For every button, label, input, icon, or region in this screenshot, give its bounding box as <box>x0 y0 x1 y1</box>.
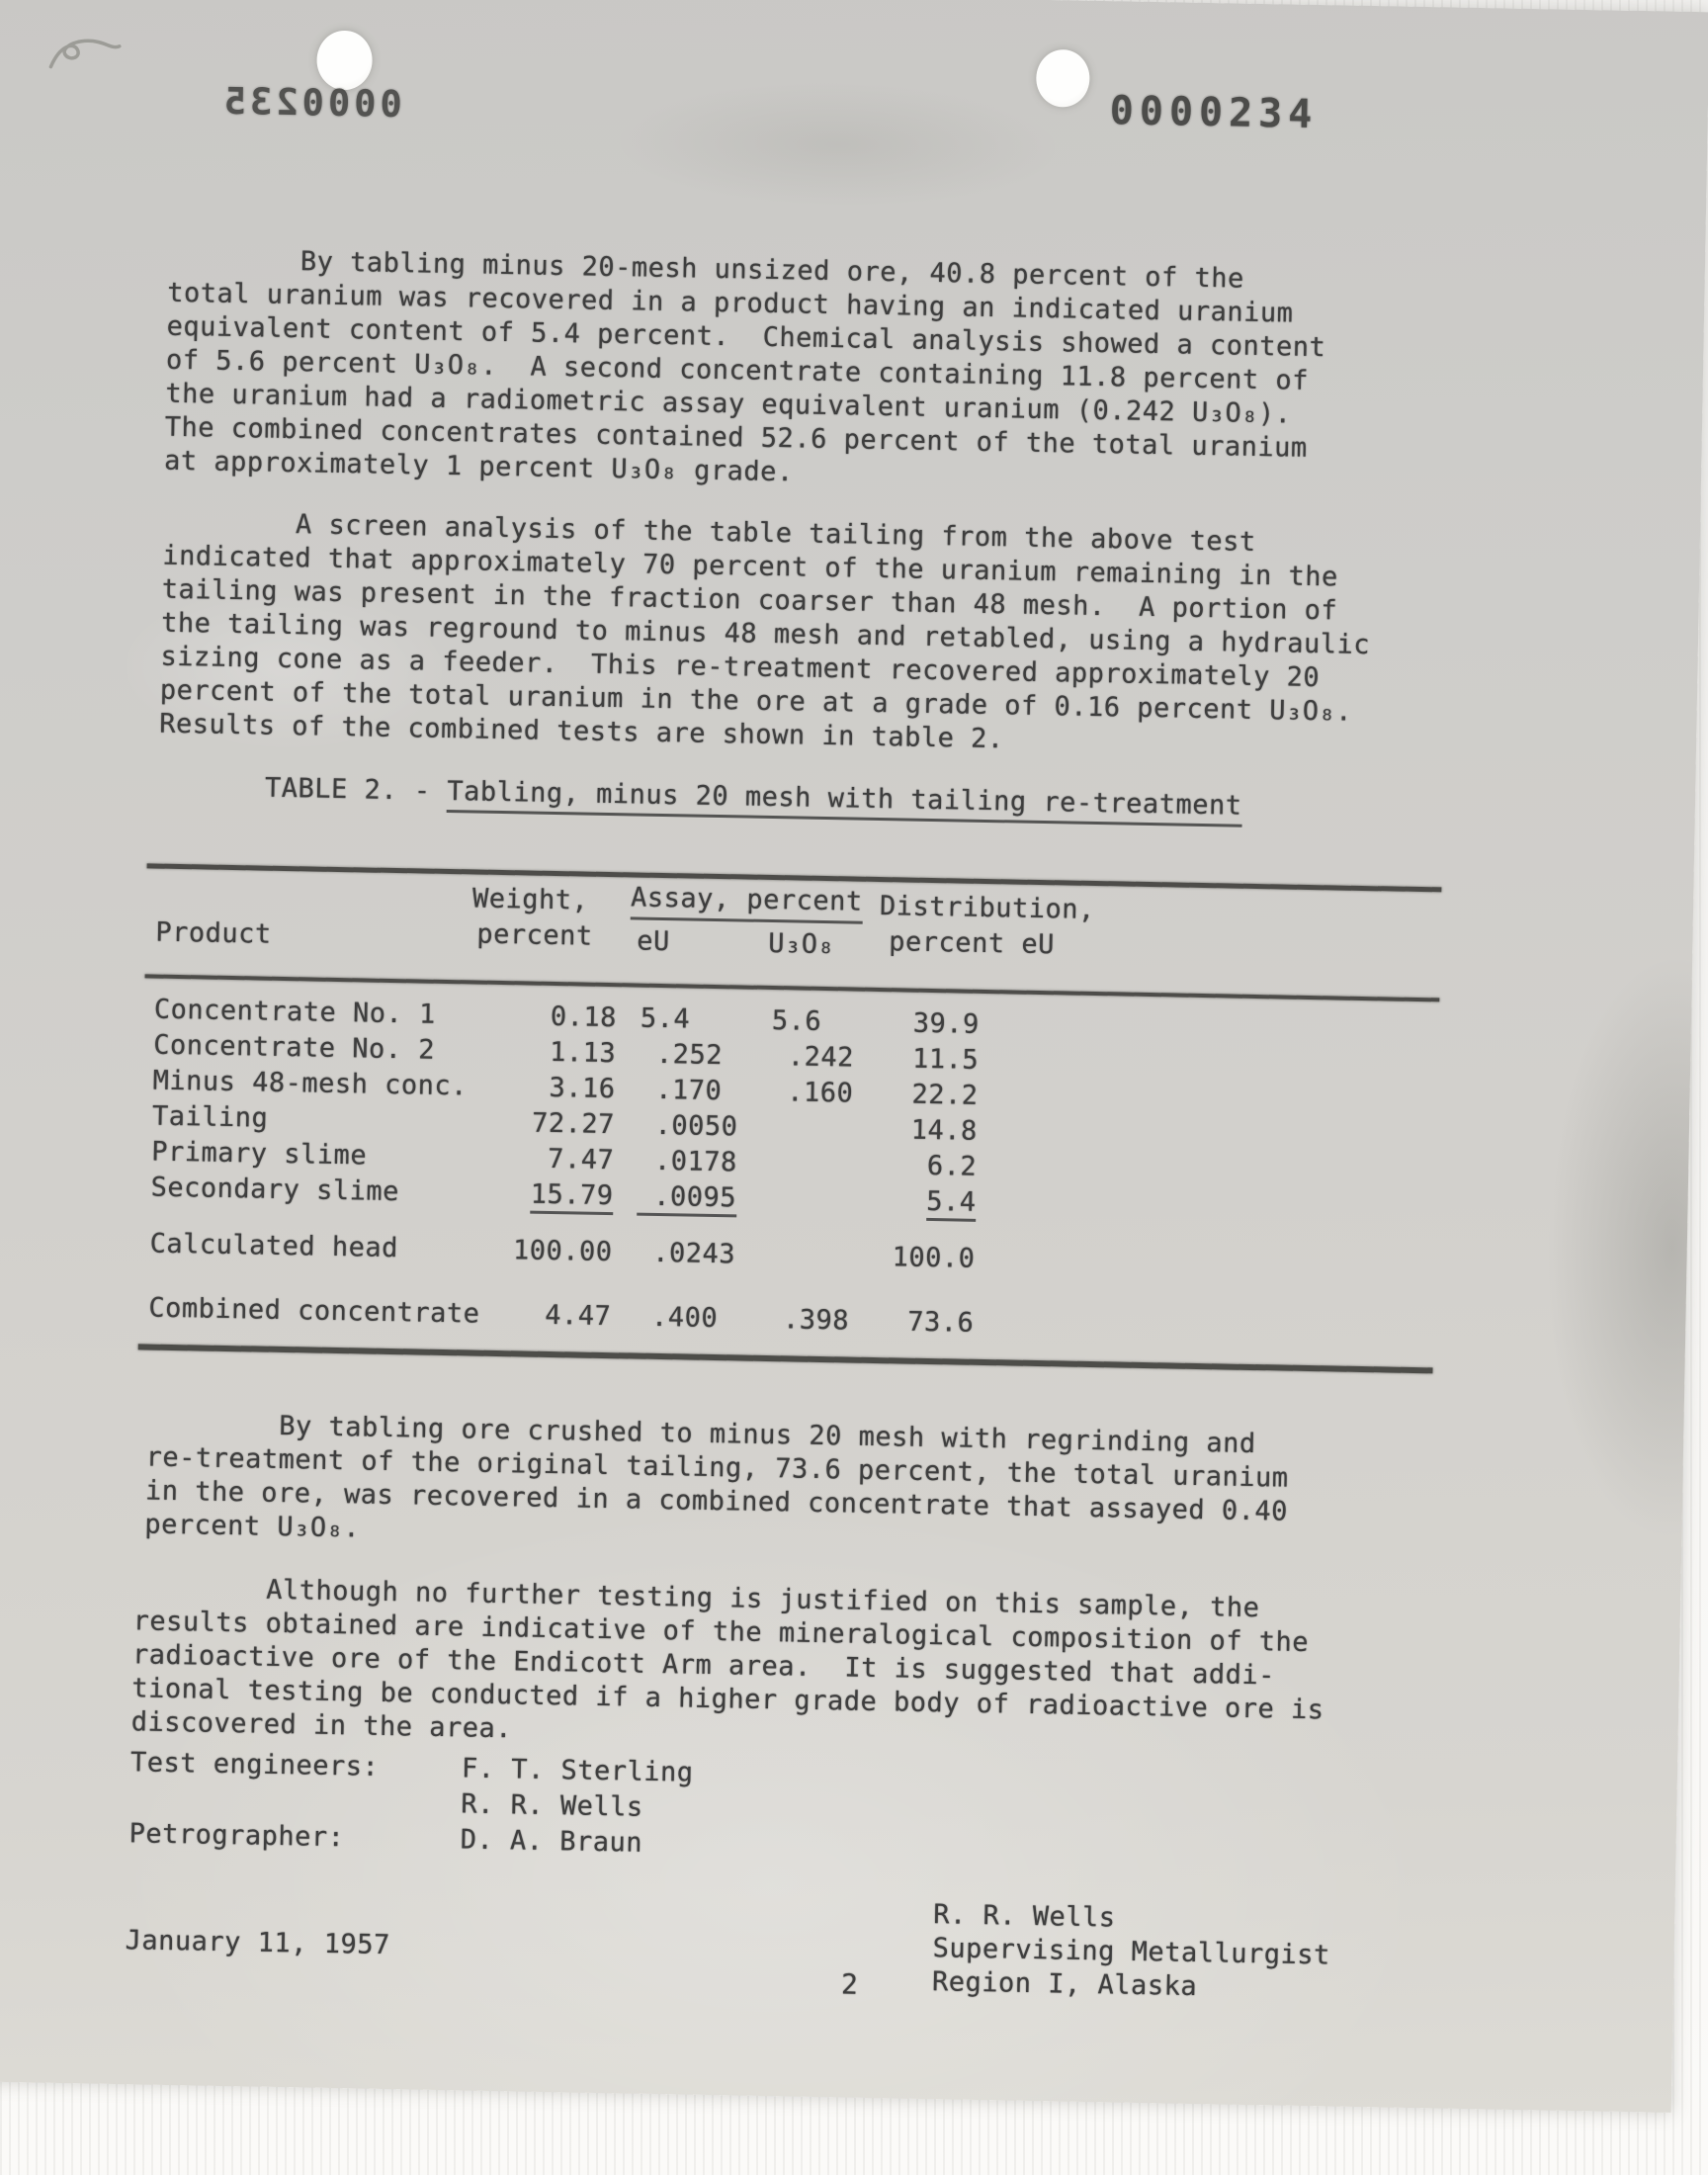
assay-u3o8-cell <box>768 1181 888 1219</box>
product-cell: Tailing <box>151 1100 269 1134</box>
page-stamp: 0000234 <box>1109 88 1319 138</box>
header-distribution-line1: Distribution, <box>879 891 1096 926</box>
assay-eu-cell: .0243 <box>636 1237 736 1270</box>
header-u3o8: U₃O₈ <box>767 927 835 961</box>
assay-eu-cell: 5.4 <box>640 1002 691 1035</box>
weight-cell: 7.47 <box>547 1143 615 1176</box>
assay-eu-cell: .400 <box>635 1301 719 1335</box>
assay-eu-cell: .0178 <box>637 1145 738 1178</box>
product-cell: Primary slime <box>151 1136 368 1172</box>
date-line: January 11, 1957 <box>125 1925 391 1961</box>
assay-u3o8-cell <box>769 1146 889 1183</box>
assay-u3o8-cell <box>767 1238 887 1275</box>
distribution-cell: 14.8 <box>910 1114 979 1147</box>
weight-cell: 0.18 <box>550 1000 618 1034</box>
paragraph-2: A screen analysis of the table tailing from the above test indicated that approximately 70 percent of the uranium remaining in the tailing was present in the fraction coarser than 48 mesh. A portion of the tailing was reground to minus 48 mesh and retabled, using a hydraulic sizing cone as a feeder. This re-treatment recovered approximately 20 percent of the total uranium in the ore at a grade of 0.16 percent U₃O₈. Results of the combined tests are shown in table 2. <box>158 506 1371 755</box>
assay-u3o8-cell: .160 <box>770 1077 854 1109</box>
table-body <box>138 992 1439 1349</box>
distribution-cell: 22.2 <box>911 1079 979 1111</box>
assay-u3o8-cell: .242 <box>770 1041 855 1074</box>
distribution-cell: 5.4 <box>887 1183 977 1221</box>
distribution-cell: 6.2 <box>926 1150 978 1182</box>
pencil-squiggle <box>47 33 126 77</box>
table-rule-bottom <box>138 1344 1433 1373</box>
weight-cell: 4.47 <box>545 1299 612 1333</box>
table-caption <box>265 773 1242 822</box>
weight-cell: 1.13 <box>549 1036 617 1070</box>
paragraph-3: By tabling ore crushed to minus 20 mesh with regrinding and re-treatment of the original tailing, 73.6 percent, the total uranium in the ore, was recovered in a combined concentrate that assayed 0.40 percent U₃O₈. <box>144 1408 1289 1544</box>
weight-cell: 3.16 <box>549 1072 616 1105</box>
header-eu: eU <box>637 925 671 958</box>
weight-cell: 100.00 <box>512 1235 613 1268</box>
product-cell: Minus 48-mesh conc. <box>152 1065 469 1102</box>
assay-eu-cell: .0095 <box>625 1178 769 1217</box>
assay-eu-cell: .0050 <box>638 1109 738 1143</box>
signature-block: R. R. Wells Supervising Metallurgist Region I, Alaska <box>931 1899 1331 2003</box>
header-product: Product <box>155 916 272 950</box>
product-cell: Combined concentrate <box>148 1292 480 1330</box>
punch-hole-right <box>1036 49 1090 108</box>
product-cell: Calculated head <box>149 1228 399 1264</box>
page-number: 2 <box>840 1967 859 2001</box>
paragraph-1: By tabling minus 20-mesh unsized ore, 40.8 percent of the total uranium was recovered in a product having an indicated uranium equivalent content of 5.4 percent. Chemical analysis showed a content of 5.6 percent U₃O₈. A second concentrate containing 11.8 percent of the uranium had a radiometric assay equivalent uranium (0.242 U₃O₈). The combined concentrates contained 52.6 percent of the total uranium at approximately 1 percent U₃O₈ grade. <box>163 243 1326 488</box>
credits-block: Test engineers: F. T. Sterling R. R. Wells Petrographer: D. A. Braun <box>128 1747 694 1859</box>
table-caption-title: Tabling, minus 20 mesh with tailing re-treatment <box>447 776 1242 827</box>
weight-cell: 72.27 <box>531 1107 616 1141</box>
table-row <box>139 1226 1434 1285</box>
header-distribution-line2: percent eU <box>889 926 1056 961</box>
distribution-cell: 100.0 <box>892 1242 976 1274</box>
product-cell: Concentrate No. 2 <box>153 1029 436 1066</box>
header-weight-line1: Weight, <box>471 883 589 916</box>
header-weight-line2: percent <box>476 918 593 952</box>
assay-u3o8-cell <box>770 1110 890 1148</box>
assay-eu-cell: .252 <box>639 1038 724 1072</box>
header-assay: Assay, percent <box>631 882 863 923</box>
mirrored-page-stamp: 0000235 <box>219 79 403 127</box>
assay-u3o8-cell: 5.6 <box>771 1005 822 1037</box>
distribution-cell: 39.9 <box>912 1007 981 1040</box>
results-table <box>138 863 1442 1377</box>
paragraph-4: Although no further testing is justified on this sample, the results obtained are indicative of the mineralogical composition of the radioactive ore of the Endicott Arm area. It is suggested that addi- tional testing be conducted if a higher grade body of radioactive ore is discovered in the area. <box>130 1572 1324 1745</box>
product-cell: Concentrate No. 1 <box>153 994 437 1030</box>
distribution-cell: 73.6 <box>906 1306 975 1339</box>
assay-u3o8-cell: .398 <box>766 1303 850 1337</box>
product-cell: Secondary slime <box>150 1172 400 1208</box>
table-caption-prefix: TABLE 2. - <box>264 772 448 807</box>
table-row <box>138 1290 1433 1349</box>
distribution-cell: 11.5 <box>911 1043 980 1076</box>
assay-eu-cell: .170 <box>639 1074 723 1107</box>
weight-cell: 15.79 <box>486 1176 626 1215</box>
